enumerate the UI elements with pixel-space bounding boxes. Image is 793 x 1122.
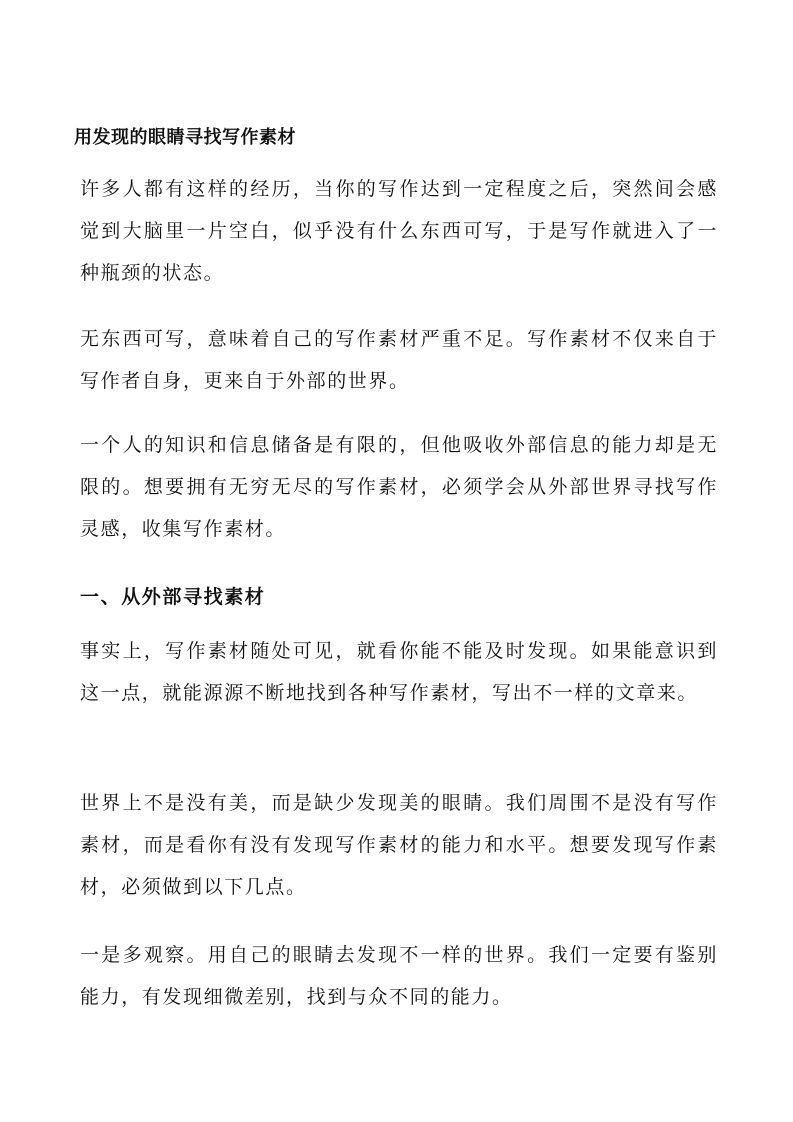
section-paragraph-2: 世界上不是没有美，而是缺少发现美的眼睛。我们周围不是没有写作素材，而是看你有没有发现写作素材的能力和水平。想要发现写作素材，必须做到以下几点。 bbox=[80, 792, 718, 898]
section-paragraph-3: 一是多观察。用自己的眼睛去发现不一样的世界。我们一定要有鉴别能力，有发现细微差别，找到与众不同的能力。 bbox=[80, 944, 718, 1008]
intro-paragraph-1: 许多人都有这样的经历，当你的写作达到一定程度之后，突然间会感觉到大脑里一片空白，似乎没有什么东西可写，于是写作就进入了一种瓶颈的状态。 bbox=[80, 178, 718, 284]
intro-paragraph-2: 无东西可写，意味着自己的写作素材严重不足。写作素材不仅来自于写作者自身，更来自于外部的世界。 bbox=[80, 328, 718, 392]
section-heading: 一、从外部寻找素材 bbox=[80, 586, 266, 608]
section-paragraph-1: 事实上，写作素材随处可见，就看你能不能及时发现。如果能意识到这一点，就能源源不断地找到各种写作素材，写出不一样的文章来。 bbox=[80, 640, 718, 704]
intro-paragraph-3: 一个人的知识和信息储备是有限的，但他吸收外部信息的能力却是无限的。想要拥有无穷无尽的写作素材，必须学会从外部世界寻找写作灵感，收集写作素材。 bbox=[80, 434, 718, 540]
document-title: 用发现的眼睛寻找写作素材 bbox=[74, 127, 296, 148]
